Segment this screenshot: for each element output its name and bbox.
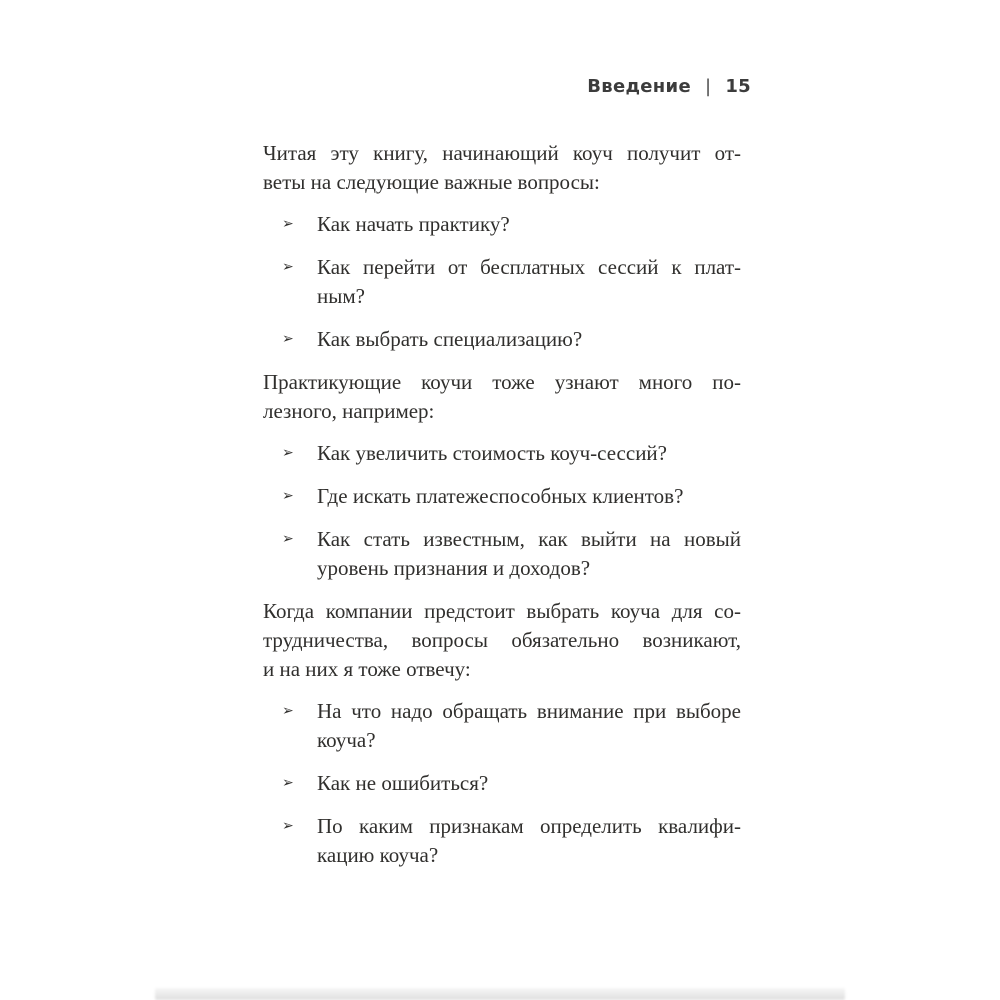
question-item	[263, 769, 741, 798]
text-line: Читая эту книгу, начинающий коуч получит от-	[263, 141, 741, 165]
question-text	[317, 812, 741, 870]
question-text	[317, 439, 741, 468]
arrow-bullet-icon: ➢	[282, 488, 294, 504]
text-line: На что надо обращать внимание при выборе	[317, 699, 741, 723]
text-line: трудничества, вопросы обязательно возникают,	[263, 628, 741, 652]
question-item	[263, 697, 741, 755]
text-line: Как выбрать специализацию?	[317, 327, 583, 351]
arrow-bullet-icon: ➢	[282, 331, 294, 347]
arrow-bullet-icon: ➢	[282, 531, 294, 547]
question-text	[317, 253, 741, 311]
arrow-bullet-icon: ➢	[282, 216, 294, 232]
text-line: кацию коуча?	[317, 843, 439, 867]
question-text	[317, 325, 741, 354]
question-text	[317, 769, 741, 798]
text-line: Как перейти от бесплатных сессий к плат-	[317, 255, 741, 279]
text-line: ным?	[317, 284, 365, 308]
arrow-bullet-icon: ➢	[282, 259, 294, 275]
question-item	[263, 253, 741, 311]
page-content	[263, 139, 741, 884]
text-line: Как стать известным, как выйти на новый	[317, 527, 741, 551]
question-list	[263, 697, 741, 870]
arrow-bullet-icon: ➢	[282, 703, 294, 719]
question-item	[263, 482, 741, 511]
question-text	[317, 697, 741, 755]
question-text	[317, 525, 741, 583]
page-number: 15	[725, 76, 751, 97]
question-text	[317, 210, 741, 239]
text-line: лезного, например:	[263, 399, 435, 423]
question-item	[263, 812, 741, 870]
text-line: и на них я тоже отвечу:	[263, 657, 471, 681]
arrow-bullet-icon: ➢	[282, 445, 294, 461]
header-divider: |	[704, 76, 712, 97]
question-list	[263, 439, 741, 583]
question-item	[263, 210, 741, 239]
text-line: По каким признакам определить квалифи-	[317, 814, 741, 838]
running-header	[263, 76, 751, 98]
question-text	[317, 482, 741, 511]
paragraph	[263, 368, 741, 426]
text-line: Как начать практику?	[317, 212, 510, 236]
text-line: коуча?	[317, 728, 376, 752]
paragraph	[263, 139, 741, 197]
text-line: уровень признания и доходов?	[317, 556, 591, 580]
paragraph	[263, 597, 741, 684]
text-line: Где искать платежеспособных клиентов?	[317, 484, 684, 508]
question-list	[263, 210, 741, 354]
chapter-title: Введение	[587, 76, 691, 97]
arrow-bullet-icon: ➢	[282, 775, 294, 791]
arrow-bullet-icon: ➢	[282, 818, 294, 834]
scan-edge-shadow	[155, 988, 845, 1000]
question-item	[263, 325, 741, 354]
text-line: веты на следующие важные вопросы:	[263, 170, 600, 194]
text-line: Практикующие коучи тоже узнают много по-	[263, 370, 741, 394]
text-line: Когда компании предстоит выбрать коуча для со-	[263, 599, 741, 623]
text-line: Как не ошибиться?	[317, 771, 489, 795]
text-line: Как увеличить стоимость коуч-сессий?	[317, 441, 667, 465]
question-item	[263, 439, 741, 468]
question-item	[263, 525, 741, 583]
